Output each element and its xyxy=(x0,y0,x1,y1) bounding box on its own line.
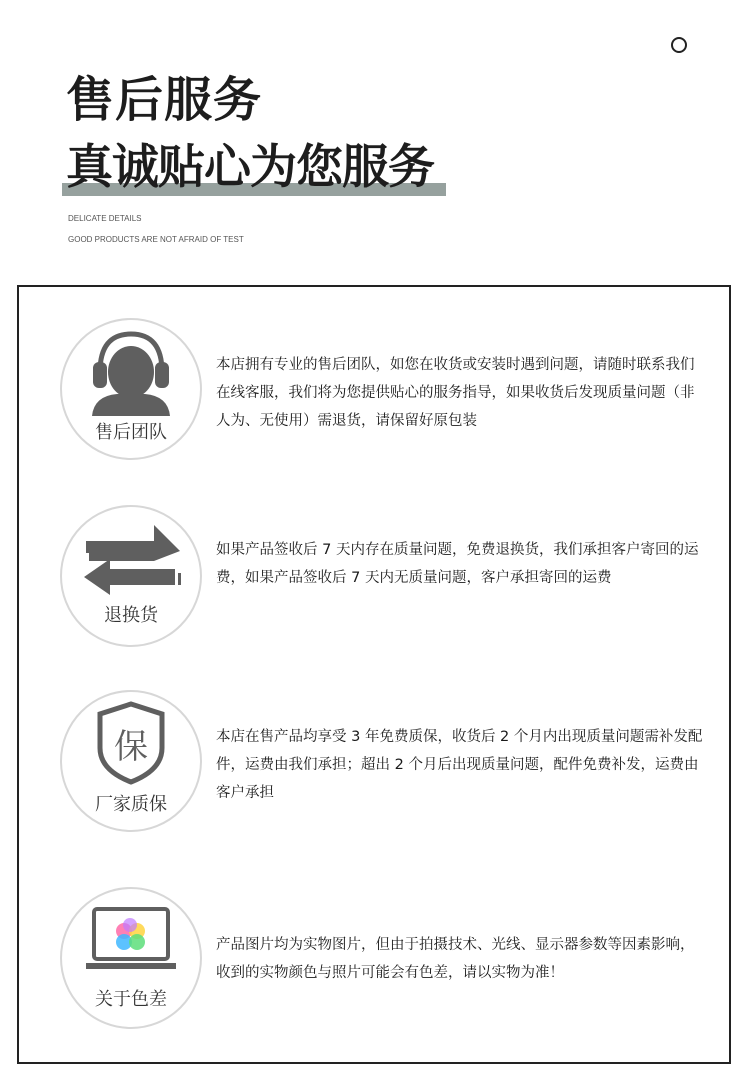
page-subtitle: 真诚贴心为您服务 xyxy=(66,140,434,195)
tagline-2: GOOD PRODUCTS ARE NOT AFRAID OF TEST xyxy=(68,235,244,244)
item-description: 本店拥有专业的售后团队，如您在收货或安装时遇到问题，请随时联系我们在线客服，我们将为您提供贴心的服务指导，如果收货后发现质量问题（非人为、无使用）需退货，请保留好原包装 xyxy=(216,357,695,429)
item-description: 本店在售产品均享受 3 年免费质保，收货后 2 个月内出现质量问题需补发配件，运费由我们承担；超出 2 个月后出现质量问题，配件免费补发，运费由客户承担 xyxy=(216,729,703,801)
shield-glyph: 保 xyxy=(114,727,148,767)
page-subtitle-block xyxy=(62,140,446,198)
icon-circle xyxy=(60,505,202,647)
icon-circle xyxy=(60,887,202,1029)
item-label: 厂家质保 xyxy=(95,794,167,815)
item-label: 关于色差 xyxy=(95,989,167,1010)
item-label: 退换货 xyxy=(104,605,158,626)
item-label: 售后团队 xyxy=(95,422,167,443)
service-panel xyxy=(17,285,731,1064)
tagline-1: DELICATE DETAILS xyxy=(68,214,142,223)
icon-circle xyxy=(60,690,202,832)
item-description: 如果产品签收后 7 天内存在质量问题，免费退换货，我们承担客户寄回的运费，如果产品签收后 7 天内无质量问题，客户承担寄回的运费 xyxy=(216,542,699,586)
item-description: 产品图片均为实物图片，但由于拍摄技术、光线、显示器参数等因素影响，收到的实物颜色与照片可能会有色差，请以实物为准！ xyxy=(216,937,695,981)
page-title: 售后服务 xyxy=(66,72,263,128)
icon-circle xyxy=(60,318,202,460)
circle-icon xyxy=(671,37,687,53)
